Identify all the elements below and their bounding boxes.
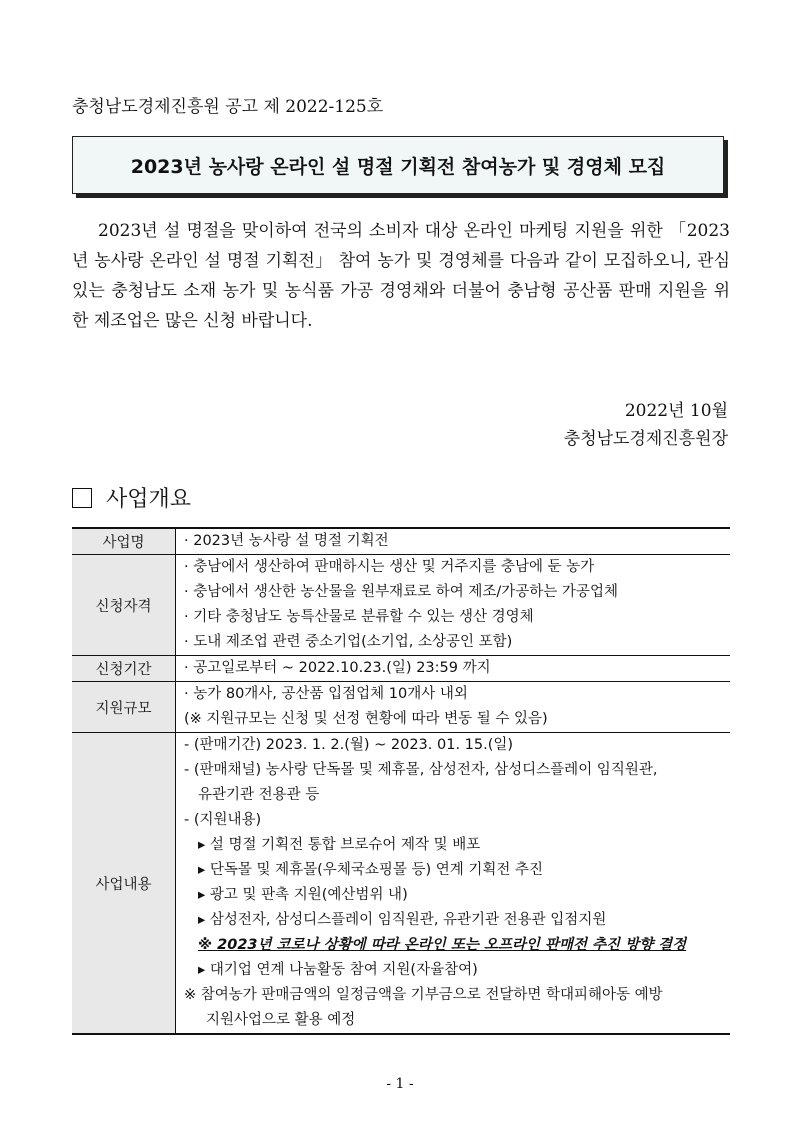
title-box xyxy=(72,136,724,194)
page-number: - 1 - xyxy=(386,1076,414,1092)
table-row xyxy=(72,555,730,656)
value-line: ▸ 광고 및 판촉 지원(예산범위 내) xyxy=(198,887,408,903)
section-title: 사업개요 xyxy=(106,487,192,512)
table-row xyxy=(72,733,730,1035)
row-label: 지원규모 xyxy=(72,682,176,733)
signer: 충청남도경제진흥원장 xyxy=(563,429,728,449)
value-line: · 충남에서 생산하여 판매하시는 생산 및 거주지를 충남에 둔 농가 xyxy=(184,559,595,575)
value-line: 지원사업으로 활용 예정 xyxy=(206,1012,356,1028)
document-title: 2023년 농사랑 온라인 설 명절 기획전 참여농가 및 경영체 모집 xyxy=(130,155,666,178)
value-line: ▸ 대기업 연계 나눔활동 참여 지원(자율참여) xyxy=(198,962,478,978)
value-line: ※ 참여농가 판매금액의 일정금액을 기부금으로 전달하면 학대피해아동 예방 xyxy=(184,987,663,1003)
notice-number: 충청남도경제진흥원 공고 제 2022-125호 xyxy=(72,97,384,117)
value-line: ▸ 단독몰 및 제휴몰(우체국쇼핑몰 등) 연계 기획전 추진 xyxy=(198,862,544,878)
value-line: (※ 지원규모는 신청 및 선정 현황에 따라 변동 될 수 있음) xyxy=(184,711,548,727)
value-line: · 도내 제조업 관련 중소기업(소기업, 소상공인 포함) xyxy=(184,634,513,650)
value-line: - (지원내용) xyxy=(184,812,262,828)
row-label: 신청기간 xyxy=(72,656,176,682)
value-line: · 충남에서 생산한 농산물을 원부재료로 하여 제조/가공하는 가공업체 xyxy=(184,584,618,600)
square-bullet-icon xyxy=(72,488,92,508)
table-row xyxy=(72,656,730,682)
table-row xyxy=(72,528,730,555)
row-value xyxy=(176,555,731,656)
row-value xyxy=(176,656,731,682)
row-label: 신청자격 xyxy=(72,555,176,656)
value-line-emphasis: ※ 2023년 코로나 상황에 따라 온라인 또는 오프라인 판매전 추진 방향 결정 xyxy=(198,937,687,953)
value-line: - (판매채널) 농사랑 단독몰 및 제휴몰, 삼성전자, 삼성디스플레이 임직원관, xyxy=(184,762,658,778)
table-row xyxy=(72,682,730,733)
value-line: - (판매기간) 2023. 1. 2.(월) ~ 2023. 01. 15.(일) xyxy=(184,737,514,753)
row-label: 사업명 xyxy=(72,528,176,555)
notice-date: 2022년 10월 xyxy=(624,401,728,421)
value-line: · 농가 80개사, 공산품 입점업체 10개사 내외 xyxy=(184,686,468,702)
value-line: · 2023년 농사랑 설 명절 기획전 xyxy=(184,533,389,549)
business-overview-table xyxy=(72,527,730,1035)
row-label: 사업내용 xyxy=(72,733,176,1035)
value-line: ▸ 설 명절 기획전 통합 브로슈어 제작 및 배포 xyxy=(198,837,481,853)
section-heading xyxy=(72,482,191,513)
intro-paragraph: 2023년 설 명절을 맞이하여 전국의 소비자 대상 온라인 마케팅 지원을 위한 「2023년 농사랑 온라인 설 명절 기획전」 참여 농가 및 경영체를 다음과 같이 모집하오니, 관심있는 충청남도 소재 농가 및 농식품 가공 경영채와 더불어 충남형 공산품 판매 지원을 위한 제조업은 많은 신청 바랍니다. xyxy=(72,221,730,331)
row-value xyxy=(176,528,731,555)
value-line: · 공고일로부터 ~ 2022.10.23.(일) 23:59 까지 xyxy=(184,660,491,676)
row-value xyxy=(176,682,731,733)
value-line: 유관기관 전용관 등 xyxy=(198,787,320,803)
value-line: · 기타 충청남도 농특산물로 분류할 수 있는 생산 경영체 xyxy=(184,609,534,625)
row-value xyxy=(176,733,731,1035)
value-line: ▸ 삼성전자, 삼성디스플레이 임직원관, 유관기관 전용관 입점지원 xyxy=(198,912,607,928)
